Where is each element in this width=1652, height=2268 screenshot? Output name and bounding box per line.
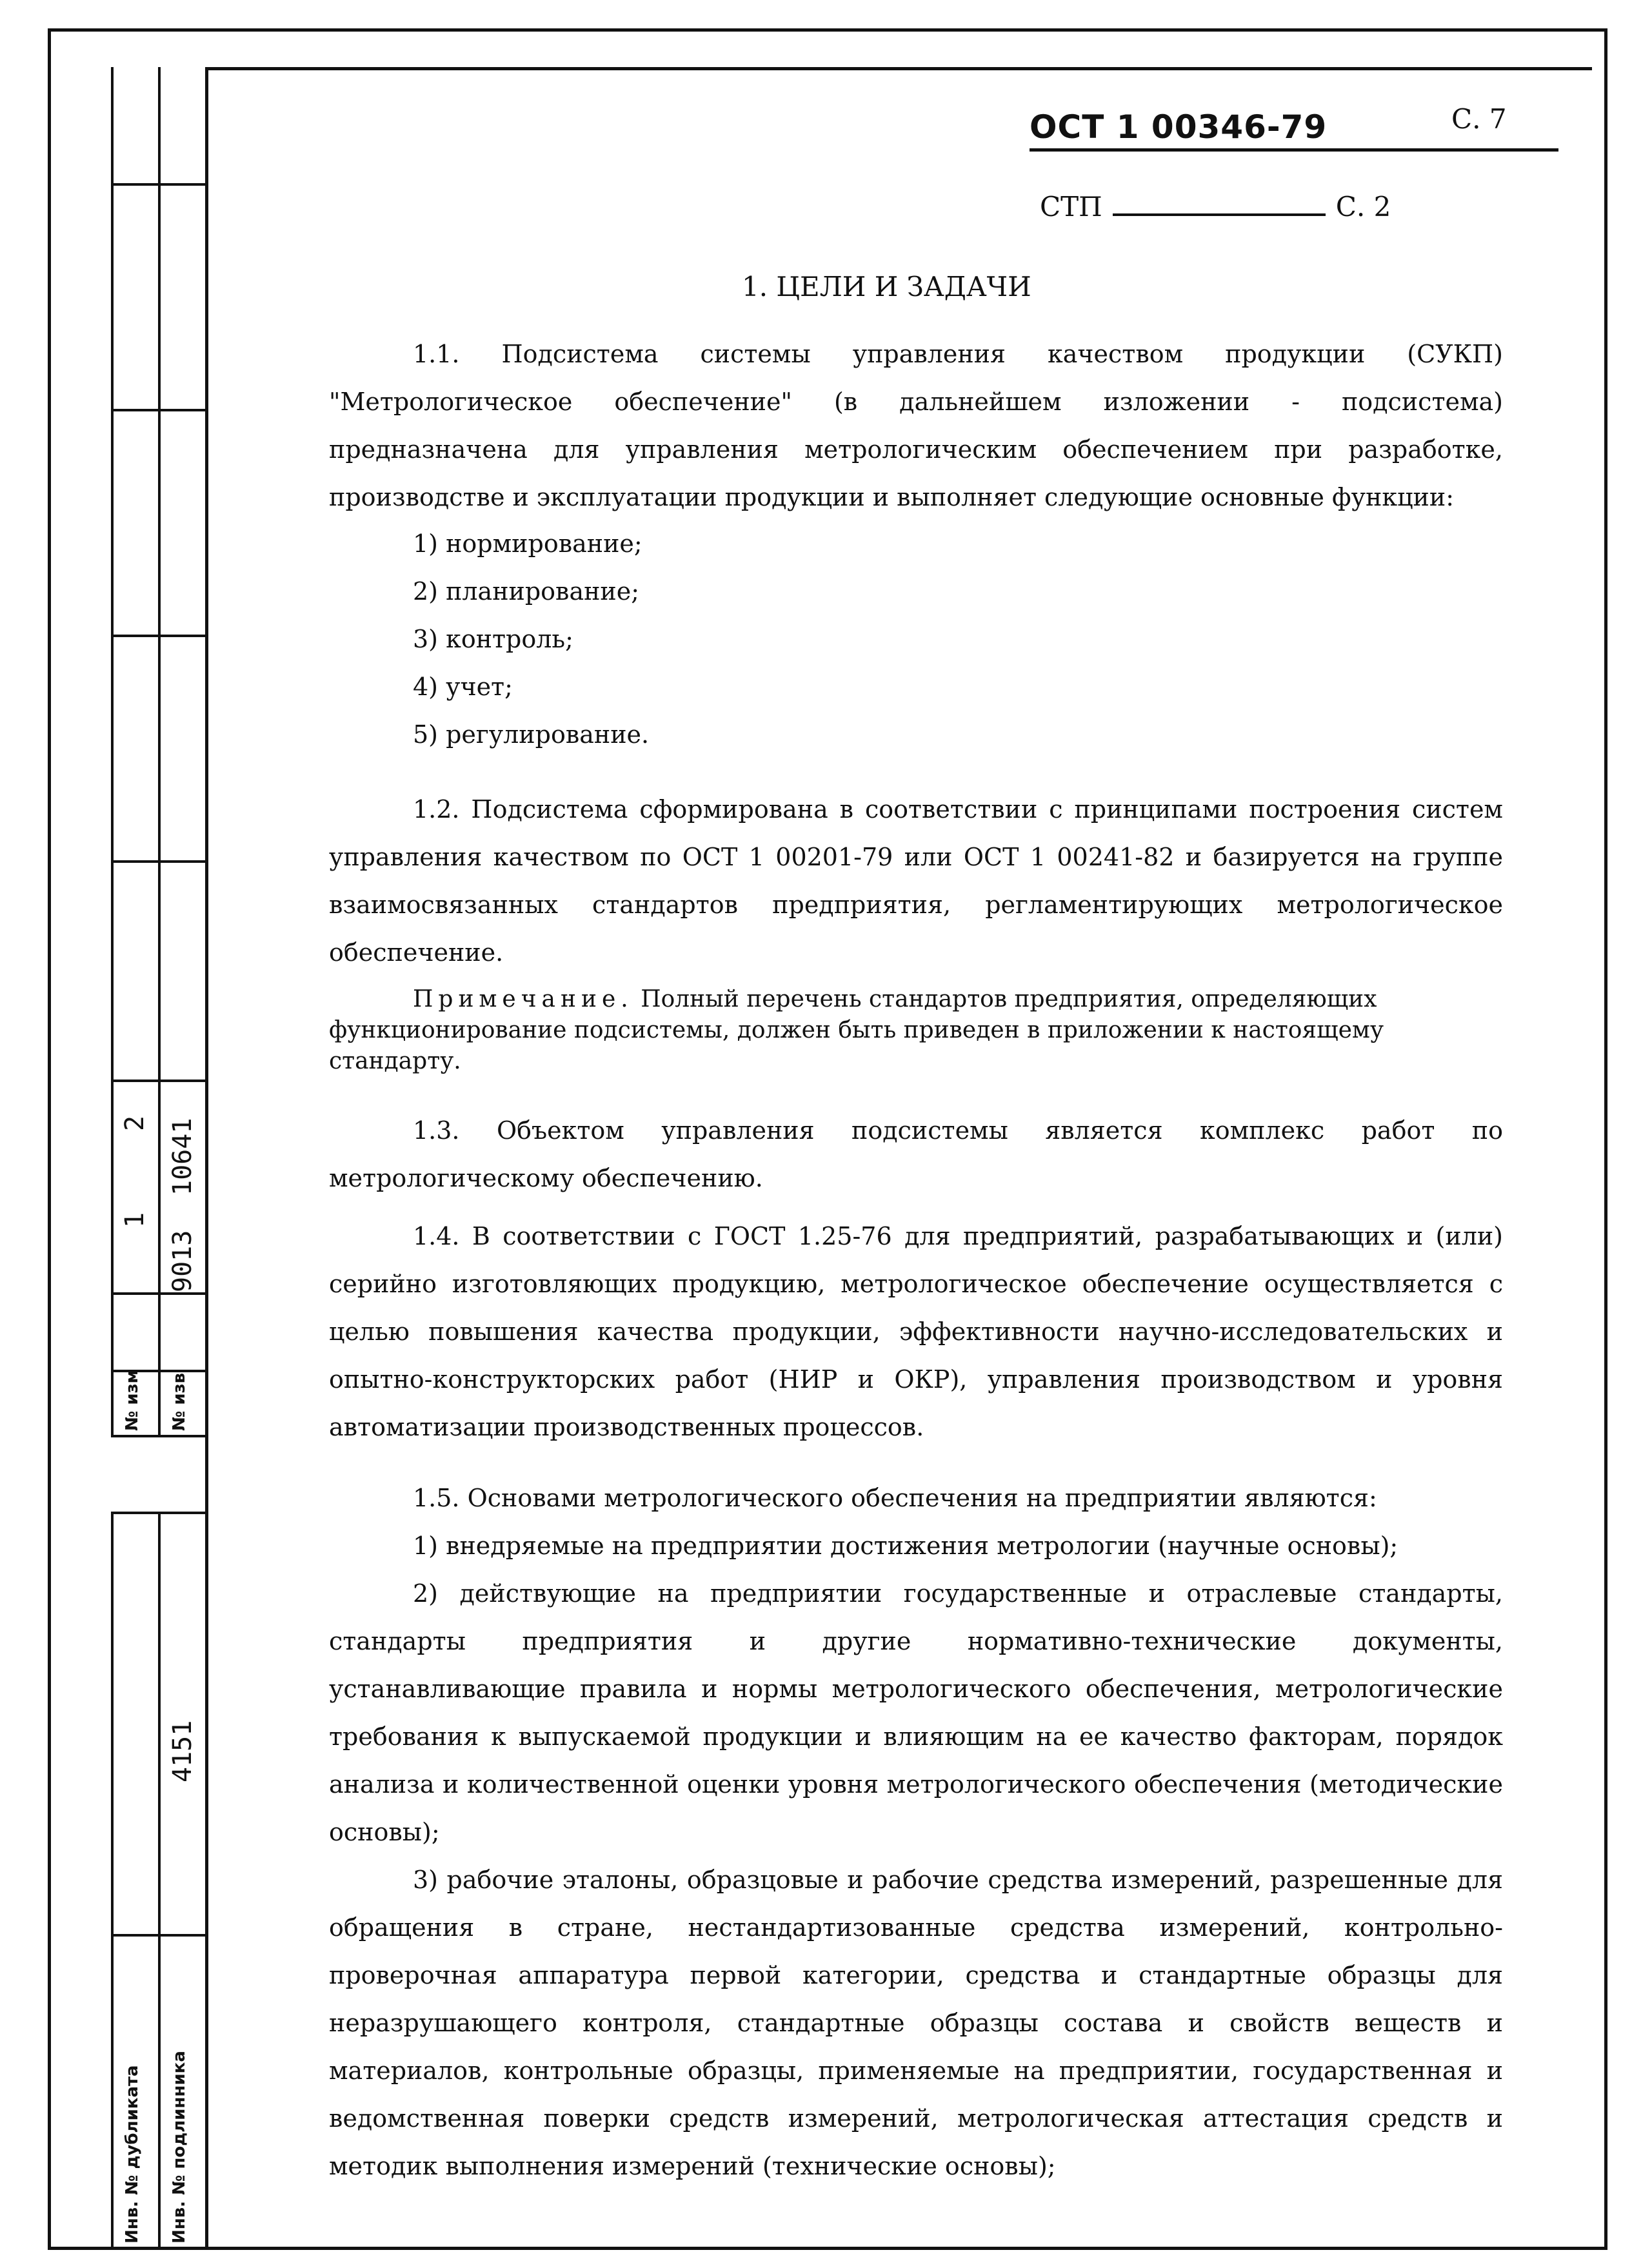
original-number: 4151 [168,1720,197,1782]
izm-2: 2 [120,1115,150,1131]
strip-divider [111,183,205,186]
list-item: 1) нормирование; [413,529,642,558]
strip-divider [111,1080,205,1082]
paragraph-1-4 [329,1212,1503,1451]
original-inventory-label: Инв. № подлинника [170,2051,189,2243]
page-number: С. 7 [1451,103,1507,135]
paragraph-text: 1.4. В соответствии с ГОСТ 1.25-76 для предприятий, разрабатывающих и (или) серийно изготовляющих продукцию, метрологическое обеспечение осуществляется с целью повышения качества продукции, эффективности научно-исследовательских и опытно-конструкторских работ (НИР и ОКР), управления производством и уровня автоматизации производственных процессов. [329,1222,1503,1441]
document-code: ОСТ 1 00346-79 [1030,108,1328,146]
list-item: 2) планирование; [413,577,640,606]
strip-divider [111,1934,205,1937]
paragraph-text: 1.1. Подсистема системы управления качеством продукции (СУКП) "Метрологическое обеспечение" (в дальнейшем изложении - подсистема) предназначена для управления метрологическим обеспечением при разработке, производстве и эксплуатации продукции и выполняет следующие основные функции: [329,340,1503,511]
list-item: 4) учет; [413,673,513,701]
stp-page: С. 2 [1335,191,1391,222]
izm-label: № изм [123,1370,142,1431]
strip-divider [111,1292,205,1295]
izv-label: № изв [170,1372,189,1431]
paragraph-text: 2) действующие на предприятии государственные и отраслевые стандарты, стандарты предприятия и другие нормативно-технические документы, устанавливающие правила и нормы метрологического обеспечения, метрологические требования к выпускаемой продукции и влияющим на ее качество факторам, порядок анализа и количественной оценки уровня метрологического обеспечения (методические основы); [329,1579,1503,1846]
list-item: 5) регулирование. [413,720,650,749]
strip-divider [111,635,205,637]
strip-divider [111,1512,205,1514]
revision-stamp-strip [111,67,205,2250]
stp-reference [1040,191,1391,222]
strip-column-left [111,67,158,1437]
paragraph-text: 1.3. Объектом управления подсистемы является комплекс работ по метрологическому обеспечению. [329,1116,1503,1192]
paragraph-text: 1) внедряемые на предприятии достижения метрологии (научные основы); [413,1532,1398,1560]
duplicate-inventory-label: Инв. № дубликата [123,2065,142,2243]
paragraph-1-2 [329,785,1503,976]
list-item: 3) контроль; [413,625,573,653]
note-text: Полный перечень стандартов предприятия, определяющих функционирование подсистемы, должен быть приведен в приложении к настоящему стандарту. [329,986,1384,1074]
izm-1: 1 [120,1212,150,1228]
note-label: Примечание. [413,986,633,1012]
paragraph-1-3 [329,1107,1503,1202]
functions-list [413,520,1503,758]
strip-divider [111,1435,205,1437]
stp-blank-line [1113,192,1326,216]
section-title: 1. ЦЕЛИ И ЗАДАЧИ [742,271,1031,302]
header-rule [1030,148,1558,152]
strip-divider [111,409,205,411]
izv-2: 10641 [168,1118,197,1196]
paragraph-1-1 [329,330,1503,521]
izv-1: 9013 [168,1230,197,1292]
paragraph-text: 1.2. Подсистема сформирована в соответствии с принципами построения систем управления качеством по ОСТ 1 00201-79 или ОСТ 1 00241-82 и базируется на группе взаимосвязанных стандартов предприятия, регламентирующих метрологическое обеспечение. [329,795,1503,967]
paragraph-text: 3) рабочие эталоны, образцовые и рабочие средства измерений, разрешенные для обращения в стране, нестандартизованные средства измерений, контрольно-проверочная аппаратура первой категории, средства и стандартные образцы для неразрушающего контроля, стандартные образцы состава и свойств веществ и материалов, контрольные образцы, применяемые на предприятии, государственная и ведомственная поверки средств измерений, метрологическая аттестация средств и методик выполнения измерений (технические основы); [329,1866,1503,2180]
stp-label: СТП [1040,191,1102,222]
paragraph-1-5 [329,1474,1503,2190]
paragraph-text: 1.5. Основами метрологического обеспечения на предприятии являются: [413,1484,1377,1512]
note-block [329,984,1503,1077]
strip-divider [111,860,205,863]
